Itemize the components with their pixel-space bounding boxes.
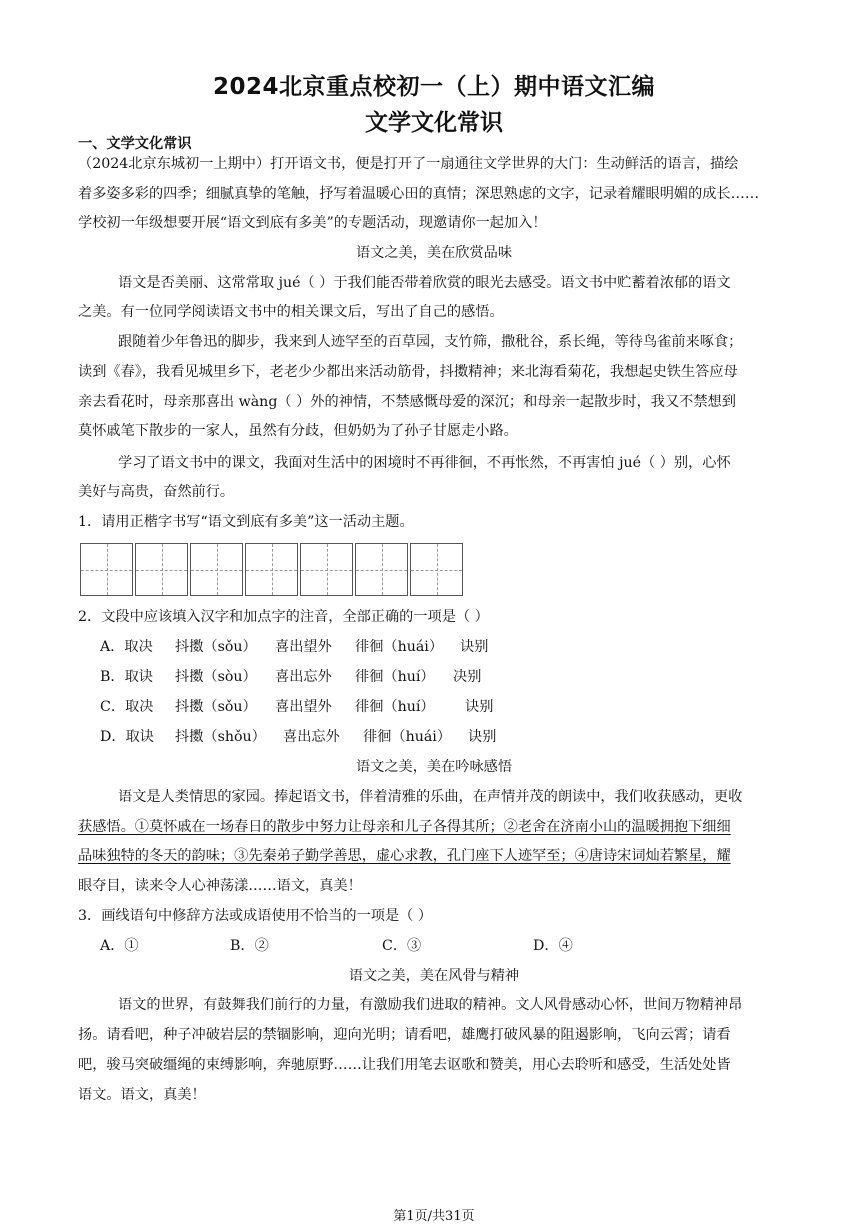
grid-cell[interactable] bbox=[80, 543, 133, 596]
question-1: 1．请用正楷字书写“语文到底有多美”这一活动主题。 bbox=[78, 514, 414, 530]
part1-text: 亲去看花时，母亲那喜出 wàng（ ）外的神情，不禁感慨母爱的深沉；和母亲一起散步时，我又不禁想到 bbox=[78, 394, 736, 410]
part3-text: 语文的世界，有鼓舞我们前行的力量，有激励我们进取的精神。文人风骨感动心怀，世间万物精神昂 bbox=[118, 997, 743, 1013]
part3-text: 扬。请看吧，种子冲破岩层的禁锢影响，迎向光明；请看吧，雄鹰打破风暴的阻遏影响，飞向云霄；请看 bbox=[78, 1027, 731, 1043]
q2-option-d[interactable]: D．取诀 抖擞（shǒu） 喜出忘外 徘徊（huái） 诀别 bbox=[100, 729, 497, 745]
part1-text: 读到《春》，我看见城里乡下，老老少少都出来活动筋骨，抖擞精神；来北海看菊花，我想起史铁生答应母 bbox=[78, 364, 738, 380]
intro-line: 学校初一年级想要开展“语文到底有多美”的专题活动，现邀请你一起加入！ bbox=[78, 215, 547, 231]
q3-option-b[interactable]: B．② bbox=[230, 938, 269, 954]
grid-cell[interactable] bbox=[300, 543, 353, 596]
question-3: 3．画线语句中修辞方法或成语使用不恰当的一项是（ ） bbox=[78, 908, 433, 924]
q3-option-d[interactable]: D．④ bbox=[533, 938, 573, 954]
part2-text: 品味独特的冬天的韵味；③先秦弟子勤学善思，虚心求教，孔门座下人迹罕至；④唐诗宋词灿若繁星，耀 bbox=[78, 848, 731, 864]
q2-option-b[interactable]: B．取诀 抖擞（sòu） 喜出忘外 徘徊（huí） 决别 bbox=[100, 669, 482, 685]
q2-option-c[interactable]: C．取决 抖擞（sǒu） 喜出望外 徘徊（huí） 诀别 bbox=[100, 699, 494, 715]
q3-option-c[interactable]: C．③ bbox=[382, 938, 422, 954]
grid-cell[interactable] bbox=[245, 543, 298, 596]
part2-text: 眼夺目，读来令人心神荡漾……语文，真美！ bbox=[78, 878, 362, 894]
grid-cell[interactable] bbox=[135, 543, 188, 596]
question-2: 2．文段中应该填入汉字和加点字的注音，全部正确的一项是（ ） bbox=[78, 609, 489, 625]
page-title: 2024北京重点校初一（上）期中语文汇编 bbox=[212, 74, 655, 100]
q2-option-a[interactable]: A．取决 抖擞（sǒu） 喜出望外 徘徊（huái） 诀别 bbox=[100, 639, 489, 655]
section-heading: 一、文学文化常识 bbox=[78, 136, 192, 152]
part1-text: 莫怀戚笔下散步的一家人，虽然有分歧，但奶奶为了孙子甘愿走小路。 bbox=[78, 423, 518, 439]
part1-text: 美好与高贵，奋然前行。 bbox=[78, 484, 235, 500]
grid-cell[interactable] bbox=[190, 543, 243, 596]
grid-cell[interactable] bbox=[355, 543, 408, 596]
writing-grid[interactable] bbox=[80, 543, 465, 596]
q3-option-a[interactable]: A．① bbox=[100, 938, 139, 954]
part2-heading: 语文之美，美在吟咏感悟 bbox=[355, 759, 513, 775]
part1-heading: 语文之美，美在欣赏品味 bbox=[355, 245, 513, 261]
intro-line: （2024北京东城初一上期中）打开语文书，便是打开了一扇通往文学世界的大门：生动鲜活的语言，描绘 bbox=[78, 156, 739, 172]
part3-text: 语文。语文，真美！ bbox=[78, 1087, 206, 1103]
part1-text: 语文是否美丽、这常常取 jué（ ）于我们能否带着欣赏的眼光去感受。语文书中贮蓄着浓郁的语文 bbox=[118, 275, 731, 291]
part1-text: 学习了语文书中的课文，我面对生活中的困境时不再徘徊，不再怅然，不再害怕 jué（ ）别，心怀 bbox=[118, 455, 731, 471]
page-subtitle: 文学文化常识 bbox=[365, 110, 503, 136]
part3-heading: 语文之美，美在风骨与精神 bbox=[348, 968, 520, 984]
part1-text: 跟随着少年鲁迅的脚步，我来到人迹罕至的百草园，支竹筛，撒秕谷，系长绳，等待鸟雀前来啄食； bbox=[118, 334, 743, 350]
intro-line: 着多姿多彩的四季；细腻真挚的笔触，抒写着温暖心田的真情；深思熟虑的文字，记录着耀眼明媚的成长…… bbox=[78, 186, 760, 202]
page-footer: 第1页/共31页 bbox=[393, 1209, 475, 1224]
part1-text: 之美。有一位同学阅读语文书中的相关课文后，写出了自己的感悟。 bbox=[78, 304, 504, 320]
part2-text: 获感悟。①莫怀戚在一场春日的散步中努力让母亲和儿子各得其所；②老舍在济南小山的温暖拥抱下细细 bbox=[78, 819, 731, 835]
part2-text: 语文是人类情思的家园。捧起语文书，伴着清雅的乐曲，在声情并茂的朗读中，我们收获感动，更收 bbox=[118, 789, 743, 805]
grid-cell[interactable] bbox=[410, 543, 463, 596]
part3-text: 吧，骏马突破缰绳的束缚影响，奔驰原野……让我们用笔去讴歌和赞美，用心去聆听和感受，生活处处皆 bbox=[78, 1057, 731, 1073]
